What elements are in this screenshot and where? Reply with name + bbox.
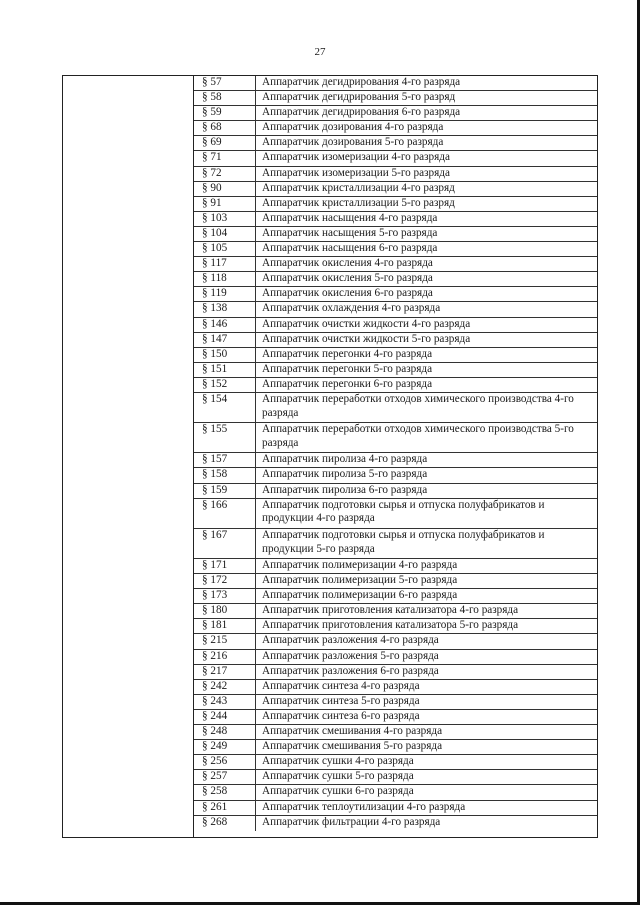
occupation-name: Аппаратчик фильтрации 4-го разряда — [262, 815, 441, 828]
paragraph-number: § 105 — [194, 242, 256, 256]
occupation-name: Аппаратчик полимеризации 6-го разряда — [262, 589, 458, 602]
table-row — [194, 499, 597, 529]
paragraph-number: § 217 — [194, 665, 256, 679]
occupation-name: Аппаратчик пиролиза 6-го разряда — [262, 483, 428, 496]
table-row — [194, 816, 597, 831]
occupation-name: Аппаратчик изомеризации 5-го разряда — [262, 166, 450, 179]
table-row — [194, 755, 597, 770]
occupation-name: Аппаратчик перегонки 5-го разряда — [262, 362, 433, 375]
table-row — [194, 604, 597, 619]
occupation-name: Аппаратчик переработки отходов химического производства 5-го разряда — [262, 423, 574, 449]
occupation-name: Аппаратчик очистки жидкости 4-го разряда — [262, 317, 471, 330]
occupation-name: Аппаратчик охлаждения 4-го разряда — [262, 302, 441, 315]
paragraph-number: § 118 — [194, 272, 256, 286]
paragraph-number: § 171 — [194, 559, 256, 573]
paragraph-number: § 243 — [194, 695, 256, 709]
occupation-name: Аппаратчик приготовления катализатора 5-го разряда — [262, 619, 519, 632]
occupation-name: Аппаратчик сушки 4-го разряда — [262, 755, 414, 768]
paragraph-number: § 104 — [194, 227, 256, 241]
table-row — [194, 484, 597, 499]
paragraph-number: § 172 — [194, 574, 256, 588]
table-row — [194, 136, 597, 151]
table-row — [194, 393, 597, 423]
table-row — [194, 378, 597, 393]
table-row — [194, 574, 597, 589]
paragraph-number: § 71 — [194, 151, 256, 165]
table-row — [194, 363, 597, 378]
table-row — [194, 650, 597, 665]
paragraph-number: § 257 — [194, 770, 256, 784]
occupation-name: Аппаратчик окисления 4-го разряда — [262, 257, 433, 270]
occupation-name: Аппаратчик дегидрирования 5-го разряд — [262, 91, 456, 104]
table-row — [194, 710, 597, 725]
table-row — [194, 227, 597, 242]
paragraph-number: § 103 — [194, 212, 256, 226]
table-row — [194, 619, 597, 634]
table-row — [194, 348, 597, 363]
paragraph-number: § 150 — [194, 348, 256, 362]
paragraph-number: § 57 — [194, 76, 256, 90]
occupation-name: Аппаратчик синтеза 6-го разряда — [262, 709, 420, 722]
occupation-name: Аппаратчик перегонки 4-го разряда — [262, 347, 433, 360]
paragraph-number: § 157 — [194, 453, 256, 467]
paragraph-number: § 58 — [194, 91, 256, 105]
table-row — [194, 91, 597, 106]
occupation-name: Аппаратчик разложения 5-го разряда — [262, 649, 439, 662]
table-row — [194, 423, 597, 453]
occupation-name: Аппаратчик синтеза 4-го разряда — [262, 679, 420, 692]
paragraph-number: § 181 — [194, 619, 256, 633]
table-row — [194, 106, 597, 121]
occupation-name: Аппаратчик кристаллизации 4-го разряд — [262, 181, 455, 194]
occupation-name: Аппаратчик дегидрирования 6-го разряда — [262, 106, 461, 119]
paragraph-number: § 248 — [194, 725, 256, 739]
paragraph-number: § 69 — [194, 136, 256, 150]
table-row — [194, 680, 597, 695]
occupation-name: Аппаратчик очистки жидкости 5-го разряда — [262, 332, 471, 345]
occupation-name: Аппаратчик сушки 6-го разряда — [262, 785, 414, 798]
paragraph-number: § 216 — [194, 650, 256, 664]
paragraph-number: § 256 — [194, 755, 256, 769]
paragraph-number: § 146 — [194, 318, 256, 332]
paragraph-number: § 249 — [194, 740, 256, 754]
table-row — [194, 76, 597, 91]
occupation-name: Аппаратчик подготовки сырья и отпуска полуфабрикатов и продукции 5-го разряда — [262, 528, 545, 555]
paragraph-number: § 158 — [194, 468, 256, 482]
paragraph-number: § 151 — [194, 363, 256, 377]
paragraph-number: § 117 — [194, 257, 256, 271]
table-row — [194, 121, 597, 136]
occupation-name: Аппаратчик насыщения 4-го разряда — [262, 211, 438, 224]
occupation-name: Аппаратчик кристаллизации 5-го разряд — [262, 196, 455, 209]
table-row — [194, 197, 597, 212]
occupation-name: Аппаратчик переработки отходов химического производства 4-го разряда — [262, 392, 574, 419]
paragraph-number: § 173 — [194, 589, 256, 603]
table-row — [194, 695, 597, 710]
occupation-name: Аппаратчик разложения 6-го разряда — [262, 664, 439, 677]
occupation-name: Аппаратчик окисления 6-го разряда — [262, 287, 433, 300]
occupation-name: Аппаратчик дегидрирования 4-го разряда — [262, 76, 461, 88]
occupation-table — [62, 75, 598, 838]
table-row — [194, 167, 597, 182]
table-row — [194, 182, 597, 197]
paragraph-number: § 72 — [194, 167, 256, 181]
table-row — [194, 257, 597, 272]
page-number: 27 — [314, 46, 326, 58]
table-row — [194, 333, 597, 348]
table-row — [194, 287, 597, 302]
occupation-name: Аппаратчик пиролиза 5-го разряда — [262, 468, 428, 481]
occupation-name: Аппаратчик насыщения 5-го разряда — [262, 226, 438, 239]
occupation-name: Аппаратчик смешивания 4-го разряда — [262, 725, 443, 738]
table-row — [194, 468, 597, 483]
table-row — [194, 318, 597, 333]
paragraph-number: § 155 — [194, 423, 256, 452]
paragraph-number: § 147 — [194, 333, 256, 347]
occupation-name: Аппаратчик синтеза 5-го разряда — [262, 694, 420, 707]
occupation-name: Аппаратчик смешивания 5-го разряда — [262, 740, 443, 753]
occupation-name: Аппаратчик подготовки сырья и отпуска полуфабрикатов и продукции 4-го разряда — [262, 498, 545, 525]
table-row — [194, 634, 597, 649]
occupation-name: Аппаратчик сушки 5-го разряда — [262, 770, 414, 783]
table-row — [194, 725, 597, 740]
paragraph-number: § 90 — [194, 182, 256, 196]
empty-left-column — [63, 76, 194, 837]
paragraph-number: § 119 — [194, 287, 256, 301]
paragraph-number: § 244 — [194, 710, 256, 724]
paragraph-number: § 138 — [194, 302, 256, 316]
table-row — [194, 272, 597, 287]
table-row — [194, 740, 597, 755]
table-row — [194, 801, 597, 816]
table-row — [194, 665, 597, 680]
paragraph-number: § 261 — [194, 801, 256, 815]
table-row — [194, 212, 597, 227]
table-row — [194, 242, 597, 257]
occupation-name: Аппаратчик полимеризации 4-го разряда — [262, 559, 458, 571]
paragraph-number: § 154 — [194, 393, 256, 422]
paragraph-number: § 268 — [194, 816, 256, 831]
paragraph-number: § 167 — [194, 529, 256, 558]
table-row — [194, 453, 597, 468]
paragraph-number: § 258 — [194, 785, 256, 799]
occupation-name: Аппаратчик разложения 4-го разряда — [262, 634, 439, 647]
occupation-name: Аппаратчик приготовления катализатора 4-го разряда — [262, 604, 519, 617]
paragraph-number: § 68 — [194, 121, 256, 135]
paragraph-number: § 242 — [194, 680, 256, 694]
occupation-name: Аппаратчик дозирования 5-го разряда — [262, 136, 444, 149]
table-row — [194, 559, 597, 574]
table-row — [194, 785, 597, 800]
paragraph-number: § 180 — [194, 604, 256, 618]
paragraph-number: § 159 — [194, 484, 256, 498]
occupation-name: Аппаратчик пиролиза 4-го разряда — [262, 453, 428, 466]
occupation-name: Аппаратчик изомеризации 4-го разряда — [262, 151, 450, 164]
table-row — [194, 302, 597, 317]
table-row — [194, 589, 597, 604]
table-row — [194, 770, 597, 785]
paragraph-number: § 59 — [194, 106, 256, 120]
occupation-name: Аппаратчик насыщения 6-го разряда — [262, 242, 438, 255]
table-rows — [194, 76, 597, 831]
occupation-name: Аппаратчик дозирования 4-го разряда — [262, 121, 444, 134]
occupation-name: Аппаратчик полимеризации 5-го разряда — [262, 574, 458, 587]
paragraph-number: § 166 — [194, 499, 256, 528]
paragraph-number: § 152 — [194, 378, 256, 392]
table-row — [194, 151, 597, 166]
occupation-name: Аппаратчик теплоутилизации 4-го разряда — [262, 800, 466, 813]
occupation-name: Аппаратчик перегонки 6-го разряда — [262, 377, 433, 390]
paragraph-number: § 215 — [194, 634, 256, 648]
table-row — [194, 529, 597, 559]
occupation-name: Аппаратчик окисления 5-го разряда — [262, 272, 433, 285]
paragraph-number: § 91 — [194, 197, 256, 211]
